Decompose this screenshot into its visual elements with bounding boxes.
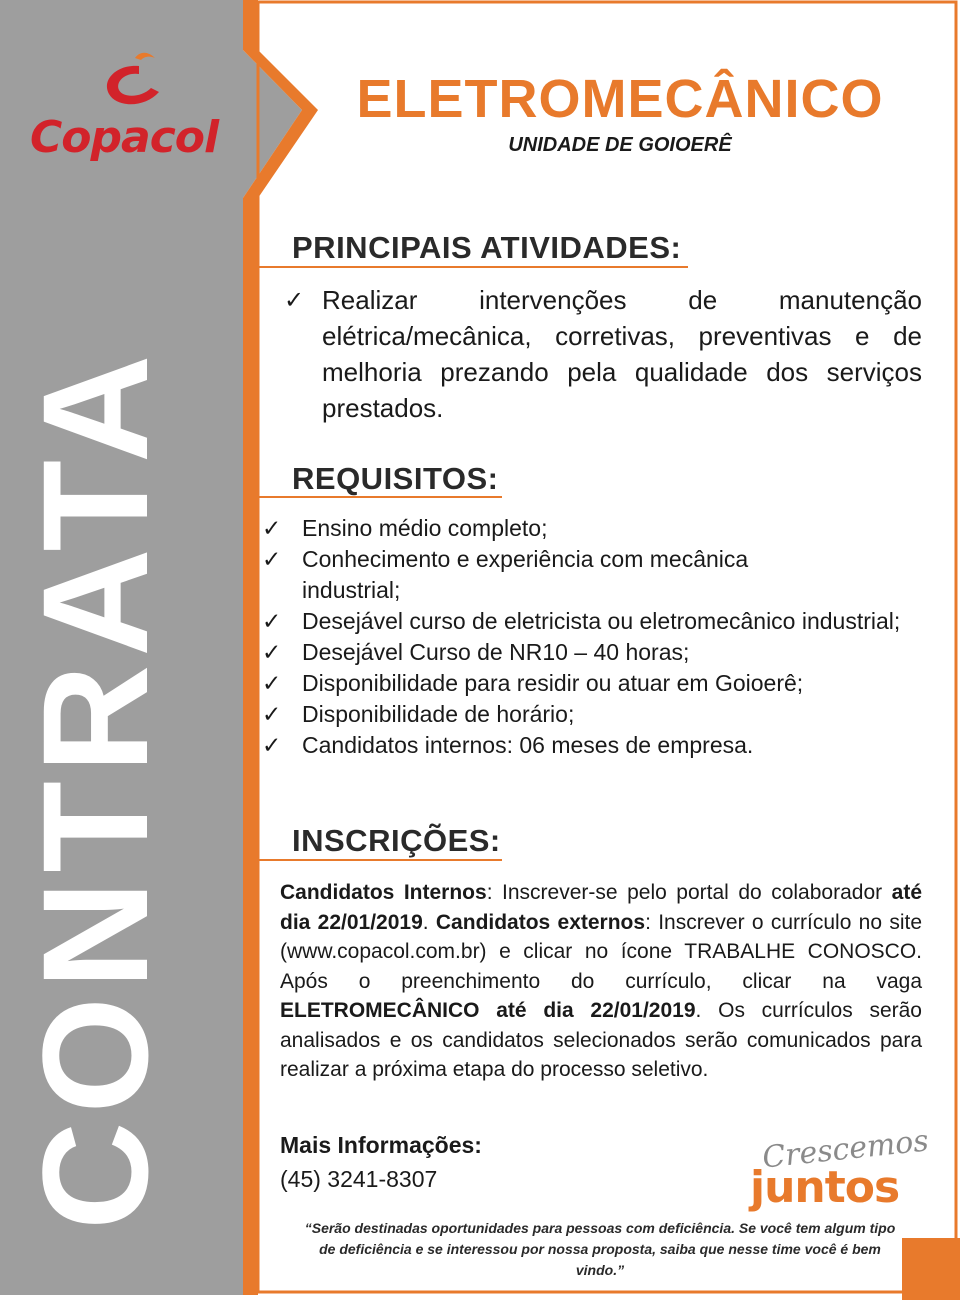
check-icon: ✓ — [262, 608, 282, 634]
inclusion-footnote: “Serão destinadas oportunidades para pessoas com deficiência. Se você tem algum tipo de deficiência e se interessou por nossa proposta, saiba que nesse time você é bem vindo.” — [304, 1220, 896, 1278]
list-item — [262, 699, 942, 730]
internal-deadline: até dia 22/01/2019 — [280, 881, 922, 934]
list-item — [262, 606, 902, 637]
copacol-logo: Copacol — [30, 112, 219, 163]
requirements-heading: REQUISITOS: — [292, 461, 499, 496]
check-icon: ✓ — [262, 732, 282, 758]
unit-subtitle: UNIDADE DE GOIOERÊ — [508, 134, 732, 156]
external-label: Candidatos externos — [435, 910, 646, 934]
requirement-text: Disponibilidade de horário; — [302, 701, 575, 727]
check-icon: ✓ — [284, 287, 305, 314]
vacancy-deadline: ELETROMECÂNICO até dia 22/01/2019 — [280, 999, 696, 1022]
slogan-script: Crescemos — [760, 1123, 931, 1176]
list-item — [262, 730, 942, 761]
internal-label: Candidatos Internos — [280, 881, 487, 904]
check-icon: ✓ — [262, 546, 282, 572]
registration-text — [280, 878, 922, 1085]
requirement-text: Desejável curso de eletricista ou eletromecânico industrial; — [302, 608, 901, 634]
check-icon: ✓ — [262, 515, 282, 541]
contact-phone: (45) 3241-8307 — [280, 1166, 438, 1192]
list-item — [262, 668, 942, 699]
contact-heading: Mais Informações: — [280, 1132, 482, 1158]
requirement-text: Candidatos internos: 06 meses de empresa. — [302, 732, 754, 758]
activities-heading: PRINCIPAIS ATIVIDADES: — [292, 230, 682, 265]
registration-heading: INSCRIÇÕES: — [292, 823, 501, 858]
activity-item: Realizar intervenções de manutenção elétrica/mecânica, corretivas, preventivas e de melhoria prezando pela qualidade dos serviços prestados. — [322, 285, 922, 423]
requirement-text: Ensino médio completo; — [302, 515, 548, 541]
corner-accent — [902, 1238, 960, 1300]
registration-underline — [258, 859, 502, 861]
internal-text: : Inscrever-se pelo portal do colaborador — [486, 881, 892, 904]
activities-underline — [258, 266, 688, 268]
list-item — [262, 513, 942, 544]
requirement-text: Conhecimento e experiência com mecânica industrial; — [302, 546, 749, 603]
requirement-text: Disponibilidade para residir ou atuar em Goioerê; — [302, 670, 804, 696]
requirements-list — [262, 513, 942, 761]
check-icon: ✓ — [262, 701, 282, 727]
check-icon: ✓ — [262, 670, 282, 696]
list-item — [262, 544, 822, 606]
slogan-bold: juntos — [750, 1162, 900, 1213]
closing-text: . Os currículos serão analisados e os candidatos selecionados serão comunicados para realizar a próxima etapa do processo seletivo. — [280, 999, 922, 1081]
external-text: : Inscrever o currículo no site (www.copacol.com.br) e clicar no ícone TRABALHE CONOSCO. Após o preenchimento do currículo, clicar na vaga — [280, 910, 923, 993]
job-title: ELETROMECÂNICO — [356, 69, 884, 129]
copacol-logo-mark-icon — [95, 50, 175, 114]
requirement-text: Desejável Curso de NR10 – 40 horas; — [302, 639, 690, 665]
separator-text: . — [422, 910, 436, 934]
requirements-underline — [258, 496, 502, 498]
contrata-vertical-label: CONTRATA — [11, 346, 179, 1230]
check-icon: ✓ — [262, 639, 282, 665]
list-item — [262, 637, 942, 668]
